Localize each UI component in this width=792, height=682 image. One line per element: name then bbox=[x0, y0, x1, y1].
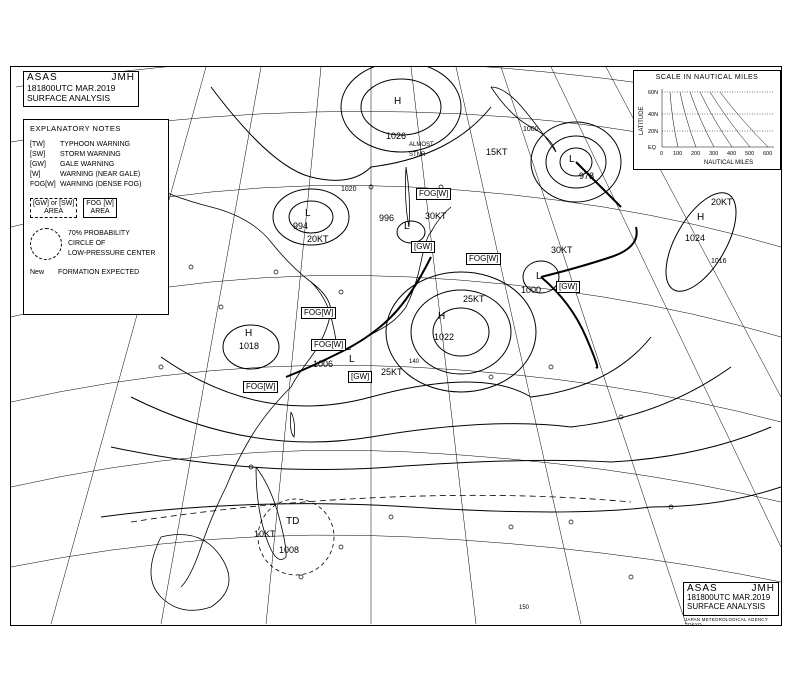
lon-label-150: 150 bbox=[519, 605, 530, 611]
circle-text-3: LOW-PRESSURE CENTER bbox=[68, 250, 156, 257]
high-north-symbol: H bbox=[394, 96, 402, 107]
high-pacific-pressure: 1022 bbox=[434, 332, 455, 342]
scale-curve-500 bbox=[710, 92, 750, 147]
isobar-high-pacific-2 bbox=[411, 290, 511, 374]
footer-agency-right: JMH bbox=[751, 583, 775, 594]
high-north-pressure: 1026 bbox=[386, 131, 407, 141]
note-text: TYPHOON WARNING bbox=[60, 141, 131, 148]
td-symbol: TD bbox=[286, 516, 300, 527]
analysis-datetime: 181800UTC MAR.2019 bbox=[27, 83, 116, 93]
lat-line-10 bbox=[11, 535, 781, 582]
probability-circle-legend bbox=[30, 228, 162, 260]
low-aleutian-pressure: 978 bbox=[579, 171, 595, 181]
low-japan-sea-symbol: L bbox=[404, 221, 410, 232]
coast-borneo bbox=[151, 535, 229, 611]
wind-20kt-label-2: 20KT bbox=[711, 197, 733, 207]
agency-left: ASAS bbox=[27, 72, 58, 83]
td-pressure: 1008 bbox=[279, 545, 300, 555]
almost-stnr-label: ALMOST STNR bbox=[409, 142, 434, 158]
header-box bbox=[23, 71, 139, 107]
wind-25kt-label-2: 25KT bbox=[381, 367, 403, 377]
station-3 bbox=[274, 270, 278, 274]
note-row bbox=[30, 170, 162, 180]
area-sw: [SW] bbox=[59, 200, 75, 207]
nautical-mile-scale bbox=[633, 70, 781, 170]
note-row bbox=[30, 150, 162, 160]
area-word: AREA bbox=[44, 208, 64, 215]
isobar-1012-band bbox=[111, 427, 771, 470]
fog-area-box bbox=[83, 198, 117, 218]
low-ecs-pressure: 1006 bbox=[313, 359, 334, 369]
note-row bbox=[30, 140, 162, 150]
note-row bbox=[30, 160, 162, 170]
station-13 bbox=[339, 545, 343, 549]
station-2 bbox=[219, 305, 223, 309]
high-china-pressure: 1018 bbox=[239, 341, 260, 351]
circle-text-2: CIRCLE OF bbox=[68, 240, 106, 247]
isobar-label-1000: 1000 bbox=[523, 126, 539, 133]
explanatory-notes bbox=[23, 119, 169, 315]
footer-agency-left: ASAS bbox=[687, 583, 718, 594]
low-japan-sea-pressure: 996 bbox=[379, 213, 395, 223]
isobar-label-1020: 1020 bbox=[341, 186, 357, 193]
new-text: FORMATION EXPECTED bbox=[58, 269, 140, 276]
fog-area-label: FOG [W] bbox=[86, 200, 114, 207]
note-code: [SW] bbox=[30, 151, 46, 158]
lat-tick-40n: 40N bbox=[648, 112, 659, 118]
note-code: FOG[W] bbox=[30, 181, 56, 188]
scale-x-axis-label: NAUTICAL MILES bbox=[704, 160, 754, 166]
weather-chart-frame bbox=[10, 66, 782, 626]
scale-curve-600 bbox=[720, 92, 768, 147]
new-label: New bbox=[30, 269, 45, 276]
station-7 bbox=[489, 375, 493, 379]
station-1 bbox=[189, 265, 193, 269]
high-china-symbol: H bbox=[245, 328, 253, 339]
gale-warning-label-1: [GW] bbox=[411, 241, 435, 253]
station-16 bbox=[629, 575, 633, 579]
wind-30kt-label-2: 30KT bbox=[551, 245, 573, 255]
note-row bbox=[30, 180, 162, 190]
note-text: WARNING (DENSE FOG) bbox=[60, 181, 142, 188]
nm-tick-100: 100 bbox=[673, 151, 683, 157]
nm-tick-0: 0 bbox=[660, 151, 664, 157]
low-east-pacific-pressure: 1000 bbox=[521, 285, 542, 295]
nm-tick-500: 500 bbox=[745, 151, 755, 157]
isobar-label-1016: 1016 bbox=[711, 258, 727, 265]
scale-graph bbox=[634, 71, 782, 171]
nm-tick-600: 600 bbox=[763, 151, 773, 157]
wind-15kt-label: 15KT bbox=[486, 147, 508, 157]
coast-sakhalin bbox=[405, 167, 409, 227]
lat-tick-eq: EQ bbox=[648, 145, 656, 151]
note-code: [W] bbox=[30, 171, 41, 178]
low-ecs-symbol: L bbox=[349, 354, 355, 365]
area-or: or bbox=[50, 200, 58, 207]
station-10 bbox=[389, 515, 393, 519]
low-aleutian-symbol: L bbox=[569, 154, 575, 165]
note-code: [GW] bbox=[30, 161, 46, 168]
scale-curve-200 bbox=[680, 92, 696, 147]
scale-y-axis-label: LATITUDE bbox=[639, 106, 645, 135]
isobar-1020-band bbox=[161, 337, 651, 406]
coast-taiwan bbox=[290, 412, 294, 437]
itcz-line bbox=[131, 495, 631, 522]
wind-10kt-label: 10KT bbox=[254, 529, 276, 539]
isobar-1016-band bbox=[131, 367, 731, 442]
nm-tick-300: 300 bbox=[709, 151, 719, 157]
agency-credit: JAPAN METEOROLOGICAL AGENCY TOKYO bbox=[685, 617, 768, 626]
station-8 bbox=[549, 365, 553, 369]
coast-kamchatka bbox=[491, 87, 556, 152]
scale-grid bbox=[662, 89, 774, 147]
area-gw: [GW] bbox=[33, 200, 49, 207]
note-text: STORM WARNING bbox=[60, 151, 121, 158]
low-east-pacific-symbol: L bbox=[536, 271, 542, 282]
gale-warning-label-3: [GW] bbox=[348, 371, 372, 383]
gale-warning-label-2: [GW] bbox=[556, 281, 580, 293]
lat-line-20 bbox=[11, 450, 781, 502]
fog-warning-label-1: FOG[W] bbox=[416, 188, 451, 200]
coast-japan bbox=[351, 207, 451, 347]
scale-curve-400 bbox=[700, 92, 732, 147]
note-text: GALE WARNING bbox=[60, 161, 115, 168]
fog-warning-label-5: FOG[W] bbox=[311, 339, 346, 351]
footer-product: SURFACE ANALYSIS bbox=[687, 602, 766, 611]
lon-line-150 bbox=[456, 67, 581, 624]
nm-tick-400: 400 bbox=[727, 151, 737, 157]
probability-circle-icon bbox=[30, 228, 62, 260]
station-11 bbox=[509, 525, 513, 529]
station-18 bbox=[159, 365, 163, 369]
high-far-east-symbol: H bbox=[697, 212, 705, 223]
new-formation-legend bbox=[30, 268, 162, 278]
isobar-1008-band bbox=[101, 487, 781, 517]
low-manchuria-pressure: 994 bbox=[293, 221, 309, 231]
footer-box bbox=[683, 582, 779, 616]
wind-25kt-label-1: 25KT bbox=[463, 294, 485, 304]
fog-warning-label-3: FOG[W] bbox=[301, 307, 336, 319]
lon-label-140: 140 bbox=[409, 359, 420, 365]
agency-right: JMH bbox=[111, 72, 135, 83]
area-legend-row bbox=[30, 198, 162, 218]
fog-warning-label-4: FOG[W] bbox=[243, 381, 278, 393]
fog-area-word: AREA bbox=[90, 208, 110, 215]
footer-datetime: 181800UTC MAR.2019 bbox=[687, 593, 771, 602]
product-name: SURFACE ANALYSIS bbox=[27, 93, 110, 103]
circle-text-1: 70% PROBABILITY bbox=[68, 230, 130, 237]
gw-sw-area-box bbox=[30, 198, 77, 218]
fog-warning-label-2: FOG[W] bbox=[466, 253, 501, 265]
cold-front-aleutian bbox=[576, 162, 621, 207]
station-14 bbox=[299, 575, 303, 579]
isobar-low-japan-sea-1 bbox=[397, 221, 425, 243]
lat-tick-20n: 20N bbox=[648, 129, 659, 135]
scale-title: SCALE IN NAUTICAL MILES bbox=[655, 74, 759, 81]
high-far-east-pressure: 1024 bbox=[685, 233, 706, 243]
scale-curve-300 bbox=[690, 92, 714, 147]
wind-30kt-label: 30KT bbox=[425, 211, 447, 221]
note-code: [TW] bbox=[30, 141, 45, 148]
note-text: WARNING (NEAR GALE) bbox=[60, 171, 141, 178]
scale-curve-100 bbox=[670, 92, 678, 147]
wind-20kt-label: 20KT bbox=[307, 234, 329, 244]
isobar-high-north-1 bbox=[361, 79, 441, 135]
lat-tick-60n: 60N bbox=[648, 90, 659, 96]
high-pacific-symbol: H bbox=[438, 311, 446, 322]
nm-tick-200: 200 bbox=[691, 151, 701, 157]
station-12 bbox=[569, 520, 573, 524]
station-4 bbox=[339, 290, 343, 294]
notes-title: EXPLANATORY NOTES bbox=[30, 124, 121, 133]
low-manchuria-symbol: L bbox=[305, 208, 311, 219]
